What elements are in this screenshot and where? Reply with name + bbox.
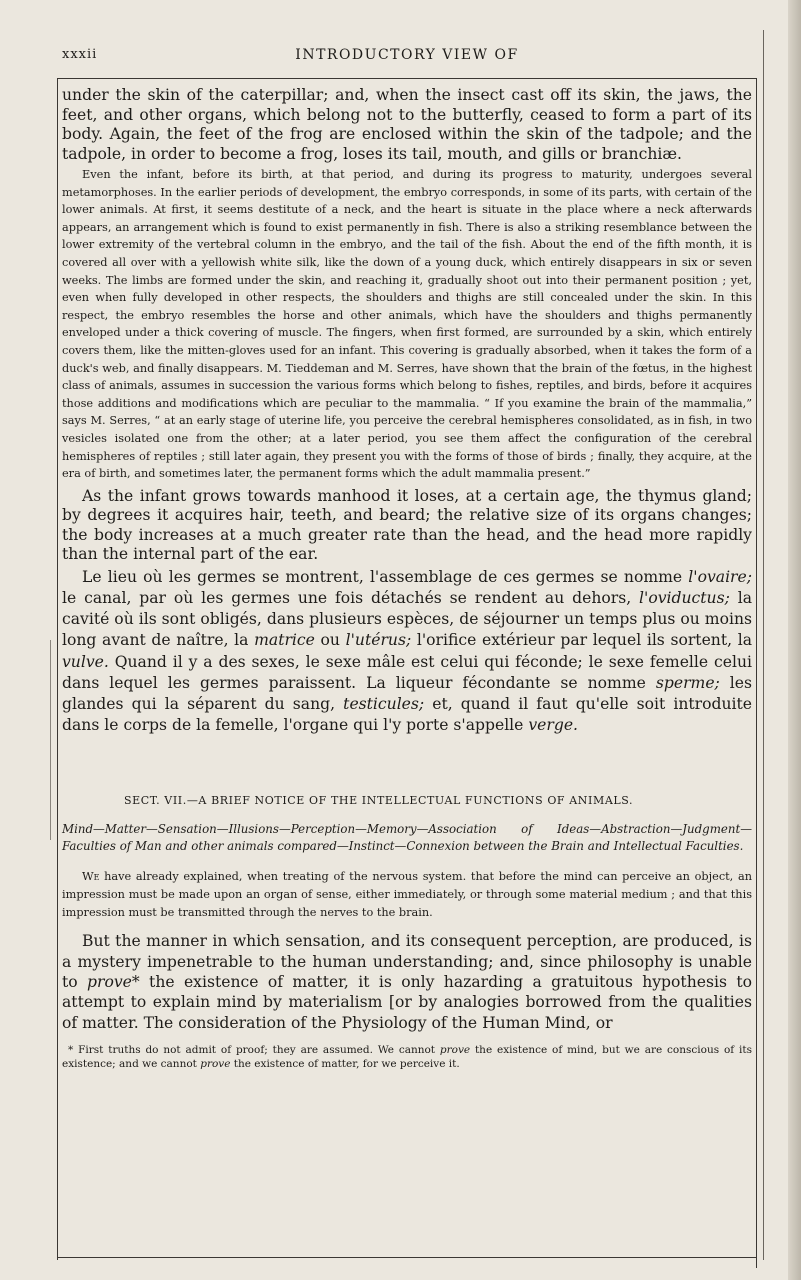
text-run: the existence of mind, but we are conscious of its existence; and we cannot — [62, 1044, 752, 1071]
frame-line-top — [57, 78, 757, 79]
page-body — [62, 84, 752, 1071]
term-matrice: matrice — [254, 631, 315, 650]
text-run: the existence of matter, for we perceive it. — [230, 1058, 460, 1071]
section-topics: Mind—Matter—Sensation—Illusions—Perception—Memory—Association of Ideas—Abstraction—Judgment—Faculties of Man and other animals compared—Instinct—Connexion between the Brain and Intellectual Faculties. — [62, 822, 752, 853]
section-title: SECT. VII.—A BRIEF NOTICE OF THE INTELLECTUAL FUNCTIONS OF ANIMALS. — [124, 794, 634, 808]
paragraph-6 — [62, 931, 752, 1033]
term-prove: prove — [200, 1058, 231, 1071]
frame-line-right-outer — [763, 30, 764, 1260]
running-head: INTRODUCTORY VIEW OF — [295, 47, 519, 63]
term-prove: prove — [439, 1044, 471, 1057]
text-run: Le lieu où les germes se montrent, l'assemblage de ces germes se nomme — [82, 567, 689, 586]
page-edge — [788, 0, 801, 1280]
footnote — [62, 1043, 752, 1071]
page-header — [62, 47, 752, 69]
term-testicules: testicules; — [343, 694, 425, 713]
term-ovaire: l'ovaire; — [688, 567, 752, 586]
text-run: * First truths do not admit of proof; they are assumed. We cannot — [68, 1044, 440, 1057]
term-oviductus: l'oviductus; — [639, 588, 730, 607]
term-prove: prove* — [87, 972, 140, 991]
paragraph-1: under the skin of the caterpillar; and, when the insect cast off its skin, the jaws, the feet, and other organs, which belong not to the butterfly, ceased to form a part of its body. Again, the feet of the frog are enclosed within the skin of the tadpole; and the tadpole, in order to become a frog, loses its tail, mouth, and gills or branchiæ. — [62, 86, 752, 163]
text-run: ou — [314, 631, 346, 650]
term-uterus: l'utérus; — [345, 631, 412, 650]
paragraph-4-french — [62, 567, 752, 737]
drop-word: We — [82, 870, 100, 884]
frame-line-right — [756, 78, 757, 1268]
term-vulve: vulve. — [62, 652, 109, 671]
paragraph-5-small-print — [62, 868, 752, 921]
paragraph-2-small-print: Even the infant, before its birth, at that period, and during its progress to maturity, undergoes several metamorphoses. In the earlier periods of development, the embryo corresponds, in some of its parts, with certain of the lower animals. At first, it seems destitute of a neck, and the heart is situate in the place where a neck afterwards appears, an arrangement which is found to exist permanently in fish. There is also a striking resemblance between the lower extremity of the vertebral column in the embryo, and the tail of the fish. About the end of the fifth month, it is covered all over with a yellowish white silk, like the down of a young duck, which entirely disappears in six or seven weeks. The limbs are formed under the skin, and reaching it, gradually shoot out into their permanent position ; yet, even when fully developed in other respects, the shoulders and thighs are still concealed under the skin. In this respect, the embryo resembles the horse and other animals, which have the shoulders and thighs permanently enveloped under a thick covering of muscle. The fingers, when first formed, are surrounded by a skin, which entirely covers them, like the mitten-gloves used for an infant. This covering is gradually absorbed, when it takes the form of a duck's web, and finally disappears. M. Tieddeman and M. Serres, have shown that the brain of the fœtus, in the highest class of animals, assumes in succession the various forms which belong to fishes, reptiles, and birds, before it acquires those additions and modifications which are peculiar to the mammalia. “ If you examine the brain of the mammalia,” says M. Serres, “ at an early stage of uterine life, you perceive the cerebral hemispheres consolidated, as in fish, in two vesicles isolated one from the other; at a later period, you see them affect the configuration of the cerebral hemispheres of reptiles ; still later again, they present you with the forms of those of birds ; finally, they acquire, at the era of birth, and sometimes later, the permanent forms which the adult mammalia present.” — [62, 168, 752, 481]
text-run: et, quand il faut qu'elle soit introduite dans le corps de la femelle, l'organe qui l'y porte s'appelle — [62, 694, 752, 735]
frame-line-bottom — [57, 1257, 757, 1258]
term-verge: verge. — [528, 716, 579, 735]
term-sperme: sperme; — [655, 673, 720, 692]
text-run: But the manner in which sensation, and its consequent perception, are produced, is a mystery impenetrable to the human understanding; and, since philosophy is unable to — [62, 932, 752, 991]
text-run: les glandes qui la séparent du sang, — [62, 673, 752, 713]
page-number: xxxii — [62, 47, 98, 62]
frame-line-left-faint — [50, 640, 51, 840]
paragraph-3: As the infant grows towards manhood it loses, at a certain age, the thymus gland; by degrees it acquires hair, teeth, and beard; the relative size of its organs changes; the body increases at a much greater rate than the head, and the head more rapidly than the internal part of the ear. — [62, 486, 752, 564]
text-run: la cavité où ils sont obligés, dans plusieurs espèces, de séjourner un temps plus ou moins long avant de naître, la — [62, 588, 752, 650]
text-run: l'orifice extérieur par lequel ils sortent, la — [411, 631, 753, 650]
frame-line-left — [57, 78, 58, 1260]
text-run: the existence of matter, it is only hazarding a gratuitous hypothesis to attempt to explain mind by materialism [or by analogies borrowed from the qualities of matter. The consideration of the Physiology of the Human Mind, or — [62, 972, 752, 1032]
text-run: le canal, par où les germes une fois détachés se rendent au dehors, — [62, 588, 640, 607]
text-run: have already explained, when treating of the nervous system. that before the mind can perceive an object, an impression must be made upon an organ of sense, either immediately, or through some material medium ; and that this impression must be transmitted through the nerves to the brain. — [62, 870, 752, 919]
text-run: Quand il y a des sexes, le sexe mâle est celui qui féconde; le sexe femelle celui dans lequel les germes paraissent. La liqueur fécondante se nomme — [62, 652, 752, 692]
